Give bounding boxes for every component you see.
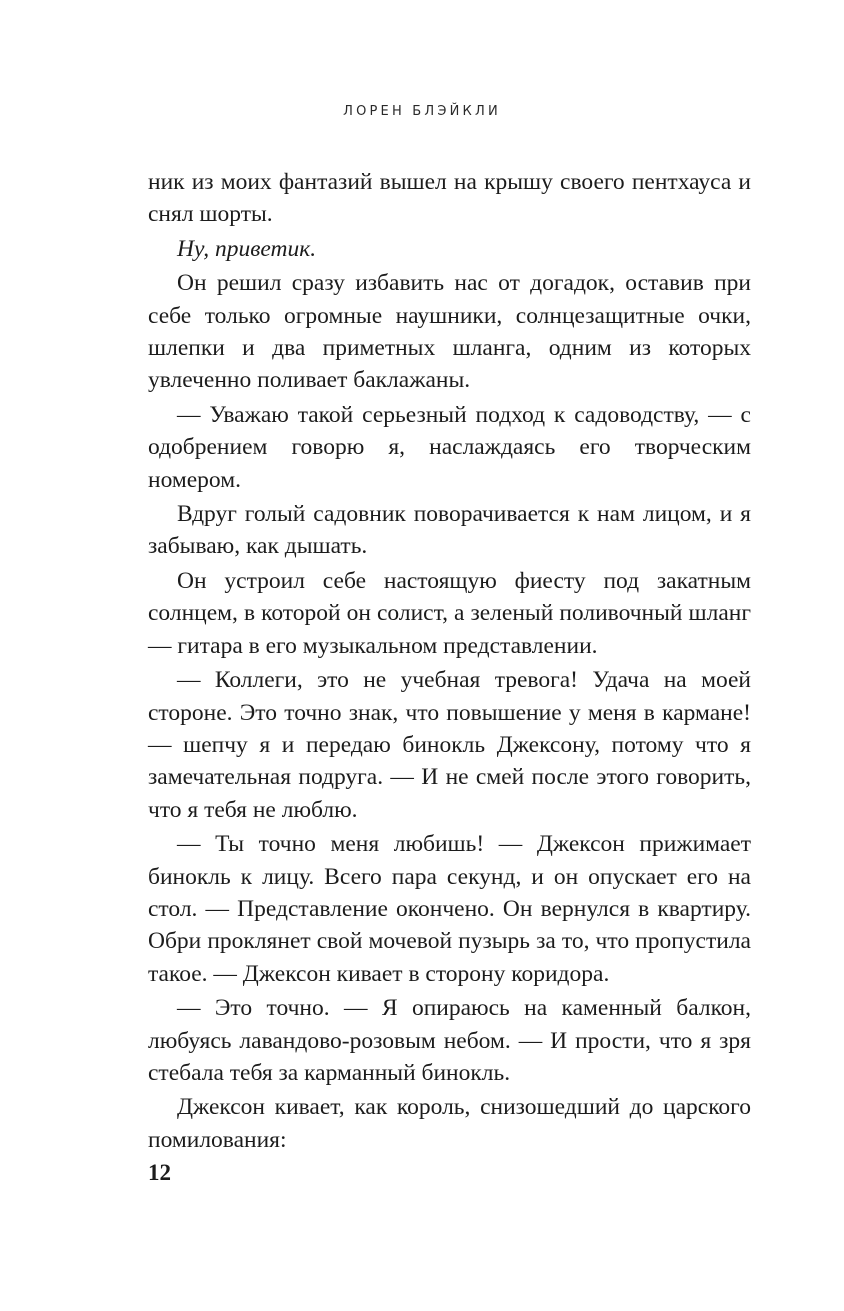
paragraph: Он решил сразу избавить нас от догадок, оставив при себе только огромные наушники, солнцезащитные очки, шлепки и два приметных шланга, одним из которых увлеченно поливает баклажаны. [148,270,751,394]
paragraph: — Уважаю такой серьезный подход к садоводству, — с одобрением говорю я, наслаждаясь его творческим номером. [148,401,751,493]
paragraph: Ну, приветик. [177,235,317,262]
page-number: 12 [148,1160,171,1185]
paragraph: Он устроил себе настоящую фиесту под закатным солнцем, в которой он солист, а зеленый поливочный шланг — гитара в его музыкальном представлении. [148,567,751,659]
paragraph: Джексон кивает, как король, снизошедший до царского помилования: [148,1094,751,1153]
paragraph: ник из моих фантазий вышел на крышу своего пентхауса и снял шорты. [148,169,751,228]
paragraph: — Это точно. — Я опираюсь на каменный балкон, любуясь лавандово-розовым небом. — И прости, что я зря стебала тебя за карманный бинокль. [148,995,751,1086]
paragraph: — Коллеги, это не учебная тревога! Удача на моей стороне. Это точно знак, что повышение у меня в кармане! — шепчу я и передаю бинокль Джексону, потому что я замечательная подруга. — И не смей после этого говорить, что я тебя не люблю. [148,667,751,823]
body-text [148,166,751,1156]
running-head: ЛОРЕН БЛЭЙКЛИ [343,104,501,119]
paragraph: — Ты точно меня любишь! — Джексон прижимает бинокль к лицу. Всего пара секунд, и он опускает его на стол. — Представление окончено. Он вернулся в квартиру. Обри проклянет свой мочевой пузырь за то, что пропустила такое. — Джексон кивает в сторону коридора. [148,831,751,987]
paragraph: Вдруг голый садовник поворачивается к нам лицом, и я забываю, как дышать. [148,501,751,560]
